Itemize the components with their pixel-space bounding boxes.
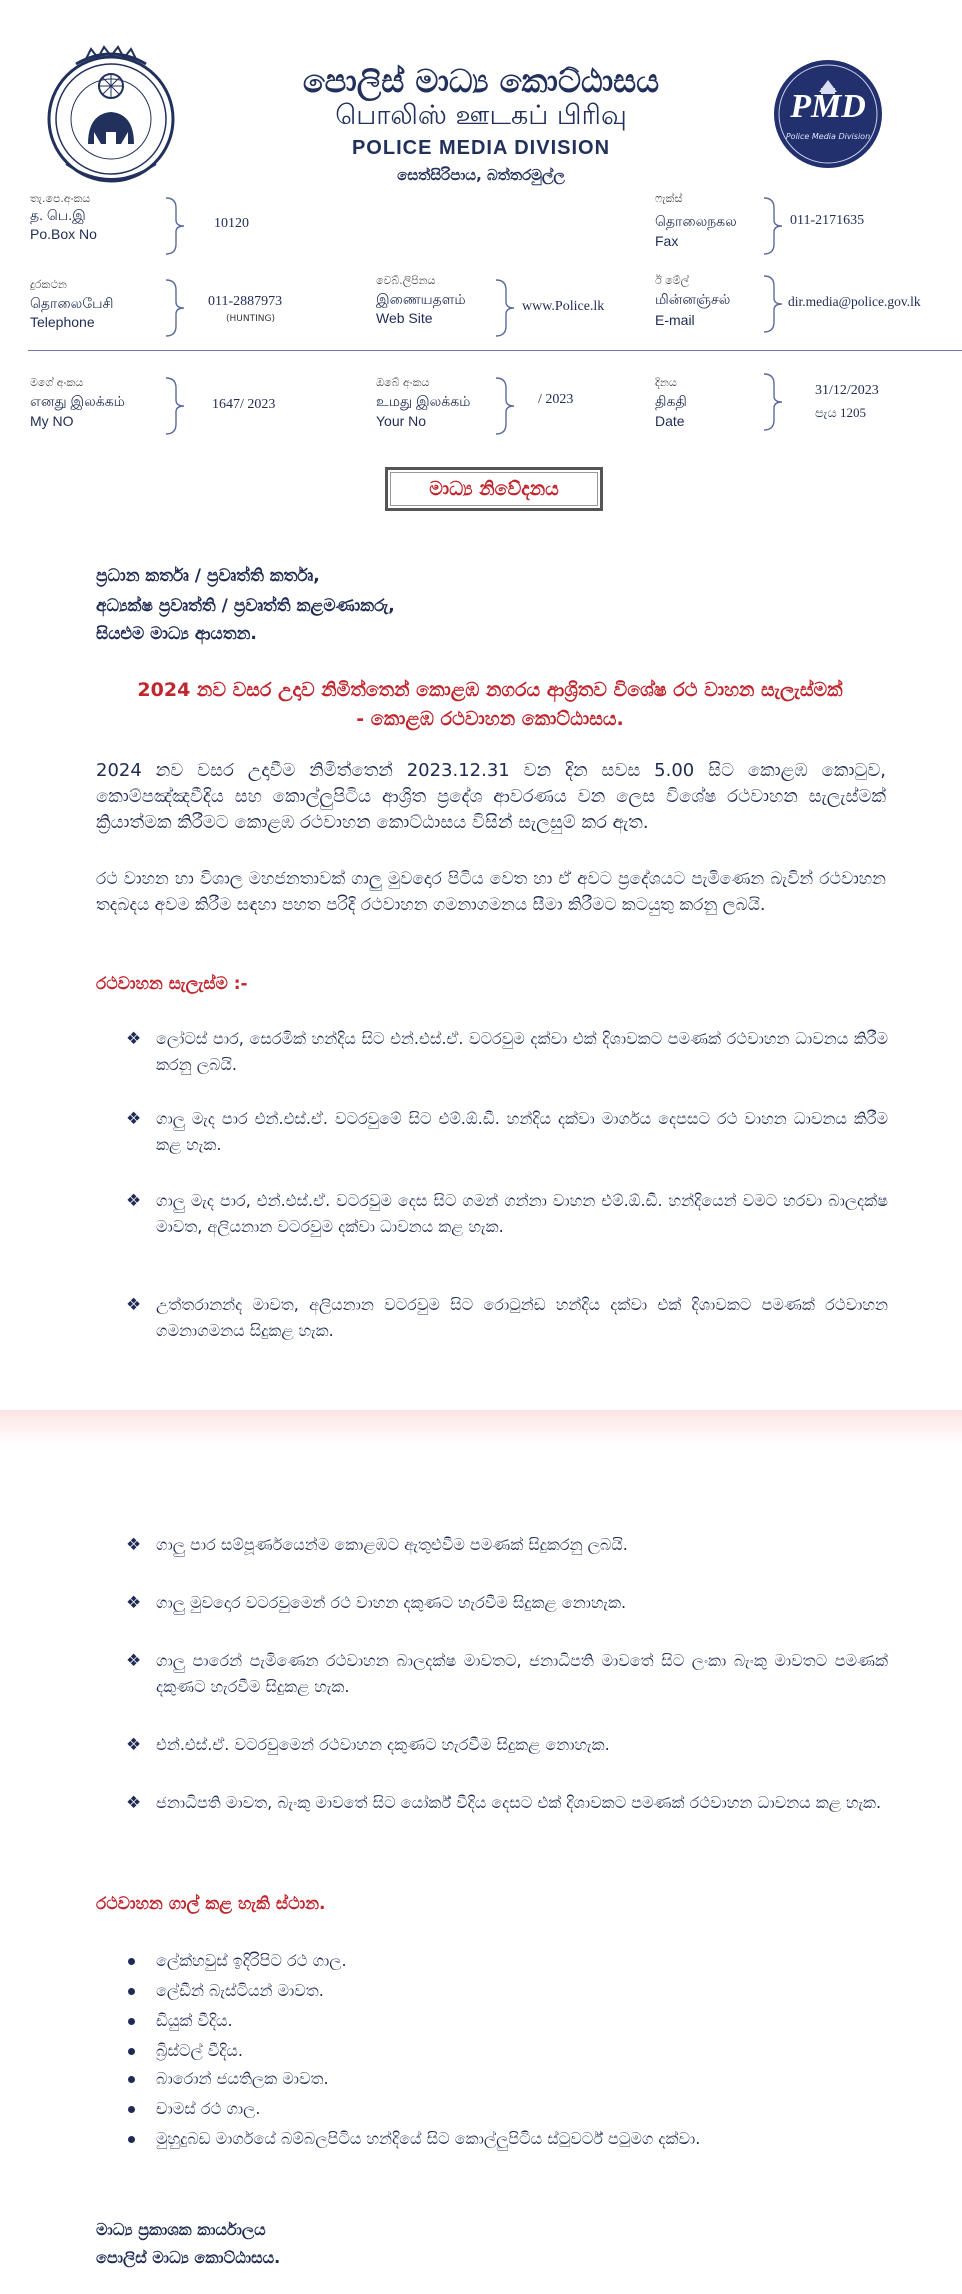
my-no-label-en: My NO xyxy=(30,413,74,429)
email-label-si: ඊ මේල් xyxy=(655,274,690,287)
plan-item: ❖ උත්තරානන්ද මාවත, අලියනාන වටරවුම සිට රොටුන්ඩ හන්දිය දක්වා එක් දිශාවකට පමණක් රථවාහන ගමනාගමනය සිදුකළ හැක. xyxy=(126,1292,888,1344)
website-label-si: වෙබ්.ලිපිනය xyxy=(376,274,436,287)
headline xyxy=(90,676,890,734)
parking-item: මුහුදුබඩ මාර්ගයේ බම්බලපිටිය හන්දියේ සිට කොල්ලුපිටිය ස්ටුවර්ට් පටුමග දක්වා. xyxy=(126,2128,906,2150)
my-no-label-si: මගේ අංකය xyxy=(30,376,84,389)
paragraph-1: 2024 නව වසර උදාවීම නිමිත්තෙන් 2023.12.31 වන දින සවස 5.00 සිට කොළඹ කොටුව, කොම්පඤ්ඤවීදිය සහ කොල්ලුපිටිය ආශ්‍රිත ප්‍රදේශ ආවරණය වන ලෙස විශේෂ රථවාහන සැලැස්මක් ක්‍රියාත්මක කිරීමට කොළඹ රථවාහන කොට්ඨාසය විසින් සැලසුම් කර ඇත. xyxy=(96,760,886,833)
diamond-bullet-icon: ❖ xyxy=(126,1593,142,1613)
addressee-line: ප්‍රධාන කර්තෘ / ප්‍රවෘත්ති කර්තෘ, xyxy=(96,566,320,586)
brace-icon xyxy=(164,278,186,338)
email-label-ta: மின்னஞ்சல் xyxy=(655,291,731,307)
pobox-label-si: තැ.පෙ.අංකය xyxy=(30,192,91,205)
plan-item: ❖ ගාලු පාර සම්පූර්ණයෙන්ම කොළඹට ඇතුළුවීම පමණක් සිදුකරනු ලබයි. xyxy=(126,1532,888,1558)
parking-item: ලේක්හවුස් ඉදිරිපිට රථ ගාල. xyxy=(126,1950,906,1972)
bullet-dot-icon xyxy=(128,1988,135,1995)
fax-label-si: ෆැක්ස් xyxy=(655,192,683,205)
parking-item: බාරොන් ජයතිලක මාවත. xyxy=(126,2068,906,2090)
header-tamil: பொலிஸ் ஊடகப் பிரிவு xyxy=(335,100,627,131)
brace-icon xyxy=(762,372,784,432)
plan-item: ❖ ගාලු මැද පාර, එන්.එස්.ඒ. වටරවුම දෙස සිට ගමන් ගන්නා වාහන එම්.ඕ.ඩී. හන්දියෙන් වමට හරවා බාලදක්ෂ මාවත, අලියනාන වටරවුම දක්වා ධාවනය කළ හැක. xyxy=(126,1188,888,1240)
plan-item: ❖ ගාලු මැද පාර එන්.එස්.ඒ. වටරවුමේ සිට එම්.ඕ.ඩී. හන්දිය දක්වා මාර්ගය දෙපසට රථ වාහන ධාවනය කිරීම කළ හැක. xyxy=(126,1106,888,1158)
header-divider xyxy=(28,350,962,351)
diamond-bullet-icon: ❖ xyxy=(126,1191,142,1211)
website-label-en: Web Site xyxy=(376,310,433,326)
diamond-bullet-icon: ❖ xyxy=(126,1535,142,1555)
website-value[interactable]: www.Police.lk xyxy=(522,299,605,314)
addressee-line: අධ්‍යක්ෂ ප්‍රවෘත්ති / ප්‍රවෘත්ති කළමණාකරු, xyxy=(96,596,395,616)
paragraph-2: රථ වාහන හා විශාල මහජනතාවක් ගාලු මුවදොර පිටිය වෙත හා ඒ අවට ප්‍රදේශයට පැමිණෙන බැවින් රථවාහන තදබදය අවම කිරීම සඳහා පහත පරිදි රථවාහන ගමනාගමනය සීමා කිරීමට කටයුතු කරනු ලබයි. xyxy=(96,869,886,915)
diamond-bullet-icon: ❖ xyxy=(126,1651,142,1671)
brace-icon xyxy=(164,196,186,256)
telephone-label-si: දුරකථන xyxy=(30,278,67,291)
bullet-dot-icon xyxy=(128,2048,135,2055)
your-no-label-ta: உமது இலக்கம் xyxy=(376,393,471,409)
parking-item: චාමස් රථ ගාල. xyxy=(126,2098,906,2120)
email-label-en: E-mail xyxy=(655,312,695,328)
parking-item: බ්‍රිස්ටල් වීදිය. xyxy=(126,2040,906,2062)
brace-icon xyxy=(494,376,516,436)
plan-item: ❖ ජනාධිපති මාවත, බැංකු මාවතේ සිට යෝර්ක් වීදිය දෙසට එක් දිශාවකට පමණක් රථවාහන ධාවනය කළ හැක. xyxy=(126,1790,888,1816)
date-label-en: Date xyxy=(655,413,685,429)
plan-item: ❖ එන්.එස්.ඒ. වටරවුමෙන් රථවාහන දකුණට හැරවීම සිදුකළ නොහැක. xyxy=(126,1732,888,1758)
header-sinhala: පොලිස් මාධ්‍ය කොට්ඨාසය xyxy=(302,62,660,100)
your-no-value: / 2023 xyxy=(538,392,574,407)
bullet-dot-icon xyxy=(128,2136,135,2143)
website-label-ta: இணையதளம் xyxy=(376,291,466,307)
header-address: සෙත්සිරිපාය, බත්තරමුල්ල xyxy=(397,166,565,184)
bullet-dot-icon xyxy=(128,2076,135,2083)
bullet-dot-icon xyxy=(128,1958,135,1965)
fax-label-en: Fax xyxy=(655,233,679,249)
fax-value: 011-2171635 xyxy=(790,213,865,228)
brace-icon xyxy=(494,278,516,338)
email-value[interactable]: dir.media@police.gov.lk xyxy=(788,294,921,309)
pmd-logo-text: PMD xyxy=(790,88,866,125)
page-break xyxy=(0,1410,962,1446)
footer-division: පොලිස් මාධ්‍ය කොට්ඨාසය. xyxy=(96,2248,281,2267)
brace-icon xyxy=(762,274,784,334)
brace-icon xyxy=(164,376,186,436)
diamond-bullet-icon: ❖ xyxy=(126,1735,142,1755)
date-value: 31/12/2023 xyxy=(815,383,879,398)
date-page: පැය 1205 xyxy=(815,405,867,420)
addressee-line: සියළුම මාධ්‍ය ආයතන. xyxy=(96,624,257,644)
section-heading-plan: රථවාහන සැලැස්ම :- xyxy=(96,974,248,994)
my-no-value: 1647/ 2023 xyxy=(212,397,276,412)
telephone-label-ta: தொலைபேசி xyxy=(30,295,114,311)
section-heading-parking: රථවාහන ගාල් කළ හැකි ස්ථාන. xyxy=(96,1894,326,1914)
fax-label-ta: தொலைநகல xyxy=(655,213,737,229)
telephone-note: (HUNTING) xyxy=(226,314,275,324)
document-title: මාධ්‍ය නිවේදනය xyxy=(385,467,603,511)
headline-line-2: - කොළඹ රථවාහන කොට්ඨාසය. xyxy=(356,708,624,730)
pobox-label-ta: த. பெ.இ xyxy=(30,207,86,223)
bullet-dot-icon xyxy=(128,2018,135,2025)
pobox-label-en: Po.Box No xyxy=(30,226,97,242)
diamond-bullet-icon: ❖ xyxy=(126,1793,142,1813)
bullet-dot-icon xyxy=(128,2106,135,2113)
telephone-value: 011-2887973 xyxy=(208,294,283,309)
headline-line-1: 2024 නව වසර උදාව නිමිත්තෙන් කොළඹ නගරය ආශ්‍රිතව විශේෂ රථ වාහන සැලැස්මක් xyxy=(137,679,843,701)
your-no-label-si: ඔබේ අංකය xyxy=(376,376,430,389)
diamond-bullet-icon: ❖ xyxy=(126,1109,142,1129)
plan-item: ❖ ගාලු පාරෙන් පැමිණෙන රථවාහන බාලදක්ෂ මාවතට, ජනාධිපති මාවතේ සිට ලංකා බැංකු මාවතට පමණක් දකුණට හැරවීම සිදුකළ හැක. xyxy=(126,1648,888,1700)
parking-item: ලේඩීන් බැස්ටියන් මාවත. xyxy=(126,1980,906,2002)
telephone-label-en: Telephone xyxy=(30,314,95,330)
plan-item: ❖ ලෝටස් පාර, සෙරමික් හන්දිය සිට එන්.එස්.ඒ. වටරවුම දක්වා එක් දිශාවකට පමණක් රථවාහන ධාවනය කිරීම කරනු ලබයි. xyxy=(126,1026,888,1078)
your-no-label-en: Your No xyxy=(376,413,427,429)
brace-icon xyxy=(762,196,784,256)
parking-item: ඩියුක් වීදිය. xyxy=(126,2010,906,2032)
footer-office: මාධ්‍ය ප්‍රකාශක කාර්යාලය xyxy=(96,2220,266,2239)
date-label-ta: திகதி xyxy=(655,393,687,409)
date-label-si: දිනය xyxy=(655,376,677,389)
plan-item: ❖ ගාලු මුවදොර වටරවුමෙන් රථ වාහන දකුණට හැරවීම සිදුකළ නොහැක. xyxy=(126,1590,888,1616)
diamond-bullet-icon: ❖ xyxy=(126,1295,142,1315)
my-no-label-ta: எனது இலக்கம் xyxy=(30,393,125,409)
header-english: POLICE MEDIA DIVISION xyxy=(351,137,611,159)
pobox-value: 10120 xyxy=(214,216,249,231)
pmd-logo-subtext: Police Media Division xyxy=(785,132,871,141)
diamond-bullet-icon: ❖ xyxy=(126,1029,142,1049)
